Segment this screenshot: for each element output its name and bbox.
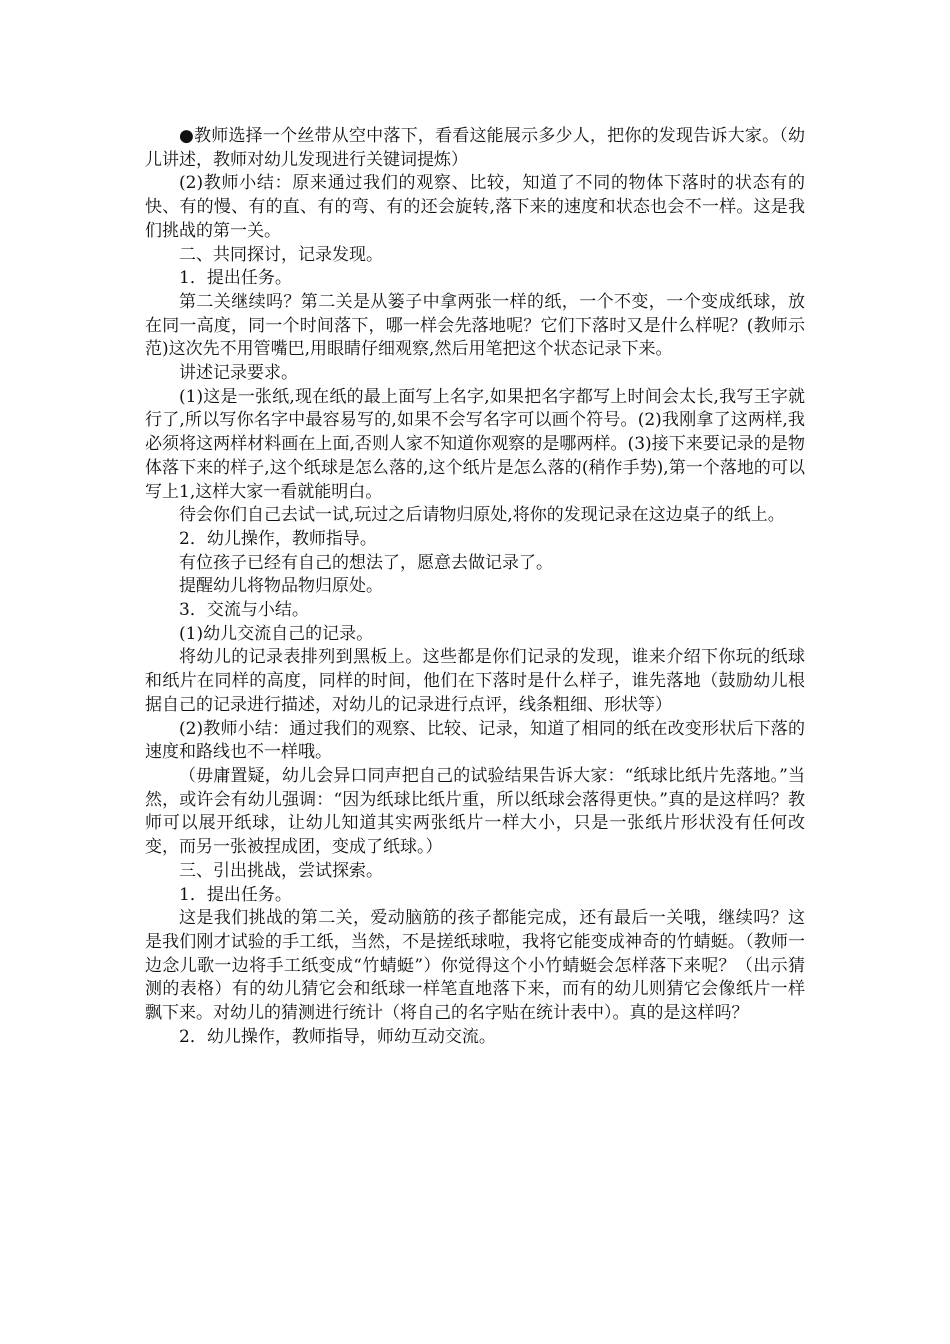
step-heading-propose-task-2: 1．提出任务。 xyxy=(179,884,292,905)
paragraph-teacher-summary-1: (2)教师小结：原来通过我们的观察、比较，知道了不同的物体下落时的状态有的快、有的慢、有的直、有的弯、有的还会旋转,落下来的速度和状态也会不一样。这是我们挑战的第一关。 xyxy=(145,173,805,241)
paragraph-note-paper-ball: （毋庸置疑，幼儿会异口同声把自己的试验结果告诉大家：“纸球比纸片先落地。”当然，或许会有幼儿强调：“因为纸球比纸片重，所以纸球会落得更快。”真的是这样吗？教师可以展开纸球，让幼儿知道其实两张纸片一样大小，只是一张纸片形状没有任何改变，而另一张被捏成团，变成了纸球。） xyxy=(145,765,805,858)
section-heading-2: 二、共同探讨，记录发现。 xyxy=(179,244,383,265)
paragraph-record-board: 将幼儿的记录表排列到黑板上。这些都是你们记录的发现，谁来介绍下你玩的纸球和纸片在同样的高度，同样的时间，他们在下落时是什么样子，谁先落地（鼓励幼儿根据自己的记录进行描述，对幼儿的记录进行点评，线条粗细、形状等） xyxy=(145,647,805,715)
paragraph-child-idea: 有位孩子已经有自己的想法了，愿意去做记录了。 xyxy=(179,552,553,573)
paragraph-ribbon-drop: ●教师选择一个丝带从空中落下，看看这能展示多少人，把你的发现告诉大家。（幼儿讲述，教师对幼儿发现进行关键词提炼） xyxy=(145,126,805,170)
step-heading-child-operation-2: 2．幼儿操作，教师指导，师幼互动交流。 xyxy=(179,1026,496,1047)
paragraph-child-exchange: (1)幼儿交流自己的记录。 xyxy=(179,623,374,644)
step-heading-propose-task: 1．提出任务。 xyxy=(179,268,292,289)
paragraph-bamboo-dragonfly: 这是我们挑战的第二关，爱动脑筋的孩子都能完成，还有最后一关哦，继续吗？这是我们刚才试验的手工纸，当然，不是搓纸球啦，我将它能变成神奇的竹蜻蜓。（教师一边念儿歌一边将手工纸变成“竹蜻蜓”）你觉得这个小竹蜻蜓会怎样落下来呢？（出示猜测的表格）有的幼儿猜它会和纸球一样笔直地落下来，而有的幼儿则猜它会像纸片一样飘下来。对幼儿的猜测进行统计（将自己的名字贴在统计表中）。真的是这样吗？ xyxy=(145,908,805,1024)
paragraph-record-requirements: 讲述记录要求。 xyxy=(179,363,298,384)
paragraph-remind-return: 提醒幼儿将物品物归原处。 xyxy=(179,576,383,597)
paragraph-try-it: 待会你们自己去试一试,玩过之后请物归原处,将你的发现记录在这边桌子的纸上。 xyxy=(179,505,785,526)
document-page xyxy=(145,125,805,1049)
step-heading-child-operation: 2．幼儿操作，教师指导。 xyxy=(179,528,377,549)
paragraph-teacher-summary-2: (2)教师小结：通过我们的观察、比较、记录，知道了相同的纸在改变形状后下落的速度和路线也不一样哦。 xyxy=(145,718,805,763)
section-heading-3: 三、引出挑战，尝试探索。 xyxy=(179,860,383,881)
step-heading-exchange-summary: 3．交流与小结。 xyxy=(179,600,309,621)
paragraph-record-steps: (1)这是一张纸,现在纸的最上面写上名字,如果把名字都写上时间会太长,我写王字就行了,所以写你名字中最容易写的,如果不会写名字可以画个符号。(2)我刚拿了这两样,我必须将这两样材料画在上面,否则人家不知道你观察的是哪两样。(3)接下来要记录的是物体落下来的样子,这个纸球是怎么落的,这个纸片是怎么落的(稍作手势),第一个落地的可以写上1,这样大家一看就能明白。 xyxy=(145,386,805,502)
paragraph-second-level: 第二关继续吗？第二关是从篓子中拿两张一样的纸，一个不变，一个变成纸球，放在同一高度，同一个时间落下，哪一样会先落地呢？它们下落时又是什么样呢？(教师示范)这次先不用管嘴巴,用眼睛仔细观察,然后用笔把这个状态记录下来。 xyxy=(145,291,805,360)
